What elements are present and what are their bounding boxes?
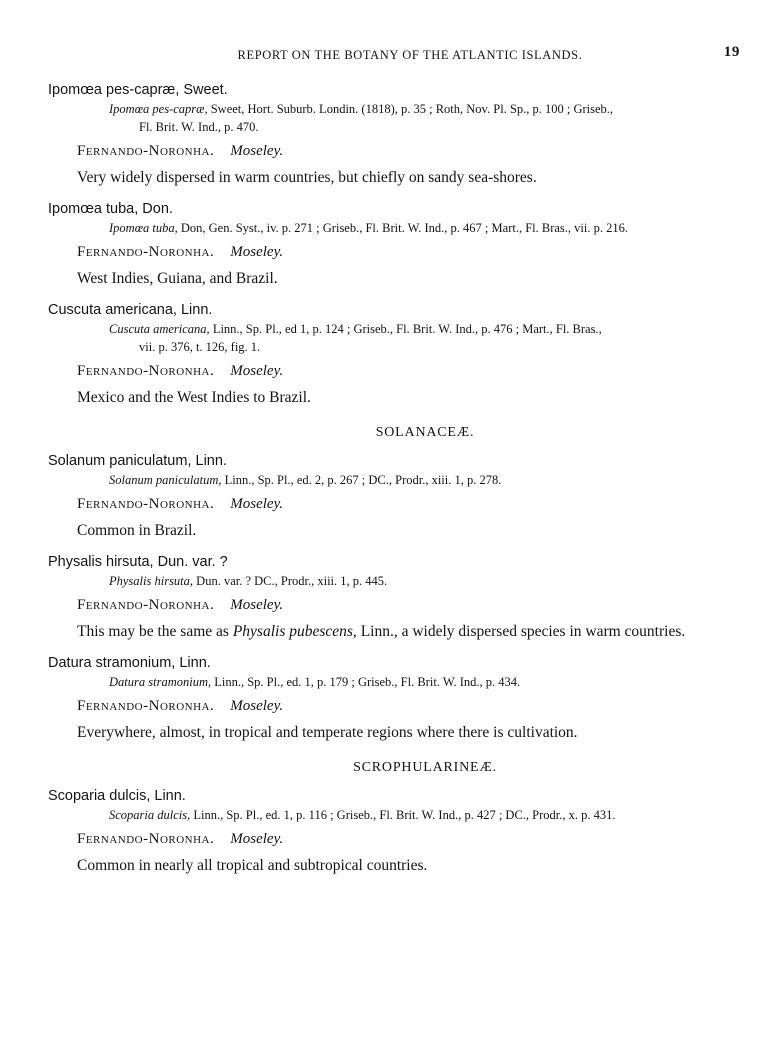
locality: Fernando-Noronha.	[77, 143, 215, 159]
taxon-name: Cuscuta americana, Linn.	[48, 302, 213, 318]
reference-name: Ipomœa tuba,	[109, 221, 178, 235]
species-entry	[48, 199, 742, 290]
species-entry	[48, 80, 742, 189]
reference	[109, 673, 742, 691]
collector: Moseley.	[230, 698, 284, 714]
family-heading: SOLANACEÆ.	[375, 425, 475, 440]
reference-continuation: vii. p. 376, t. 126, fig. 1.	[139, 340, 261, 354]
reference-text: Linn., Sp. Pl., ed 1, p. 124 ; Griseb., Fl. Brit. W. Ind., p. 476 ; Mart., Fl. Bras.,	[209, 322, 602, 336]
distribution	[48, 620, 742, 643]
taxon-name: Ipomœa tuba, Don.	[48, 201, 173, 217]
taxon-name: Physalis hirsuta, Dun. var. ?	[48, 554, 228, 570]
locality: Fernando-Noronha.	[77, 831, 215, 847]
distribution: Very widely dispersed in warm countries, but chiefly on sandy sea-shores.	[77, 169, 537, 186]
collector: Moseley.	[230, 496, 284, 512]
reference-name: Scoparia dulcis,	[109, 808, 191, 822]
distribution: Common in Brazil.	[77, 522, 197, 539]
locality: Fernando-Noronha.	[77, 244, 215, 260]
collector: Moseley.	[230, 244, 284, 260]
distribution: Everywhere, almost, in tropical and temperate regions where there is cultivation.	[77, 724, 578, 741]
family-heading: SCROPHULARINEÆ.	[353, 760, 497, 775]
locality: Fernando-Noronha.	[77, 496, 215, 512]
distribution-italic: Physalis pubescens,	[232, 623, 357, 640]
reference	[109, 219, 742, 237]
reference	[109, 320, 742, 356]
species-entry	[48, 786, 742, 877]
reference-text: Dun. var. ? DC., Prodr., xiii. 1, p. 445.	[193, 574, 388, 588]
reference	[109, 806, 742, 824]
taxon-name: Datura stramonium, Linn.	[48, 655, 211, 671]
collector: Moseley.	[230, 831, 284, 847]
locality-line	[77, 594, 742, 616]
reference-continuation: Fl. Brit. W. Ind., p. 470.	[139, 120, 259, 134]
distribution: Mexico and the West Indies to Brazil.	[77, 389, 311, 406]
reference-name: Physalis hirsuta,	[109, 574, 194, 588]
species-entry	[48, 300, 742, 409]
taxon-name: Solanum paniculatum, Linn.	[48, 453, 227, 469]
collector: Moseley.	[230, 363, 284, 379]
locality-line	[77, 360, 742, 382]
reference-name: Solanum paniculatum,	[109, 473, 222, 487]
collector: Moseley.	[230, 143, 284, 159]
locality-line	[77, 241, 742, 263]
taxon-name: Ipomœa pes-capræ, Sweet.	[48, 82, 228, 98]
reference	[109, 572, 742, 590]
distribution-text: This may be the same as	[77, 623, 233, 640]
species-entry	[48, 552, 742, 643]
distribution: Common in nearly all tropical and subtropical countries.	[77, 857, 428, 874]
reference	[109, 471, 742, 489]
locality: Fernando-Noronha.	[77, 698, 215, 714]
reference-name: Cuscuta americana,	[109, 322, 210, 336]
locality-line	[77, 695, 742, 717]
locality-line	[77, 828, 742, 850]
locality-line	[77, 493, 742, 515]
distribution-text: Linn., a widely dispersed species in warm countries.	[356, 623, 686, 640]
running-head	[48, 44, 742, 70]
locality: Fernando-Noronha.	[77, 363, 215, 379]
reference-text: Linn., Sp. Pl., ed. 1, p. 179 ; Griseb., Fl. Brit. W. Ind., p. 434.	[211, 675, 521, 689]
reference-name: Datura stramonium,	[109, 675, 212, 689]
reference-text: Linn., Sp. Pl., ed. 2, p. 267 ; DC., Prodr., xiii. 1, p. 278.	[221, 473, 502, 487]
reference-text: Sweet, Hort. Suburb. Londin. (1818), p. 35 ; Roth, Nov. Pl. Sp., p. 100 ; Griseb.,	[207, 102, 614, 116]
collector: Moseley.	[230, 597, 284, 613]
locality: Fernando-Noronha.	[77, 597, 215, 613]
taxon-name: Scoparia dulcis, Linn.	[48, 788, 186, 804]
locality-line	[77, 140, 742, 162]
page-number: 19	[723, 44, 740, 60]
species-entry	[48, 653, 742, 744]
reference-text: Don, Gen. Syst., iv. p. 271 ; Griseb., Fl. Brit. W. Ind., p. 467 ; Mart., Fl. Bras., vii. p. 216.	[177, 221, 628, 235]
reference-name: Ipomœa pes-capræ,	[109, 102, 208, 116]
reference	[109, 100, 742, 136]
distribution: West Indies, Guiana, and Brazil.	[77, 270, 278, 287]
reference-text: Linn., Sp. Pl., ed. 1, p. 116 ; Griseb., Fl. Brit. W. Ind., p. 427 ; DC., Prodr., x. p. 431.	[190, 808, 616, 822]
species-entry	[48, 451, 742, 542]
running-title: REPORT ON THE BOTANY OF THE ATLANTIC ISLANDS.	[237, 48, 583, 62]
